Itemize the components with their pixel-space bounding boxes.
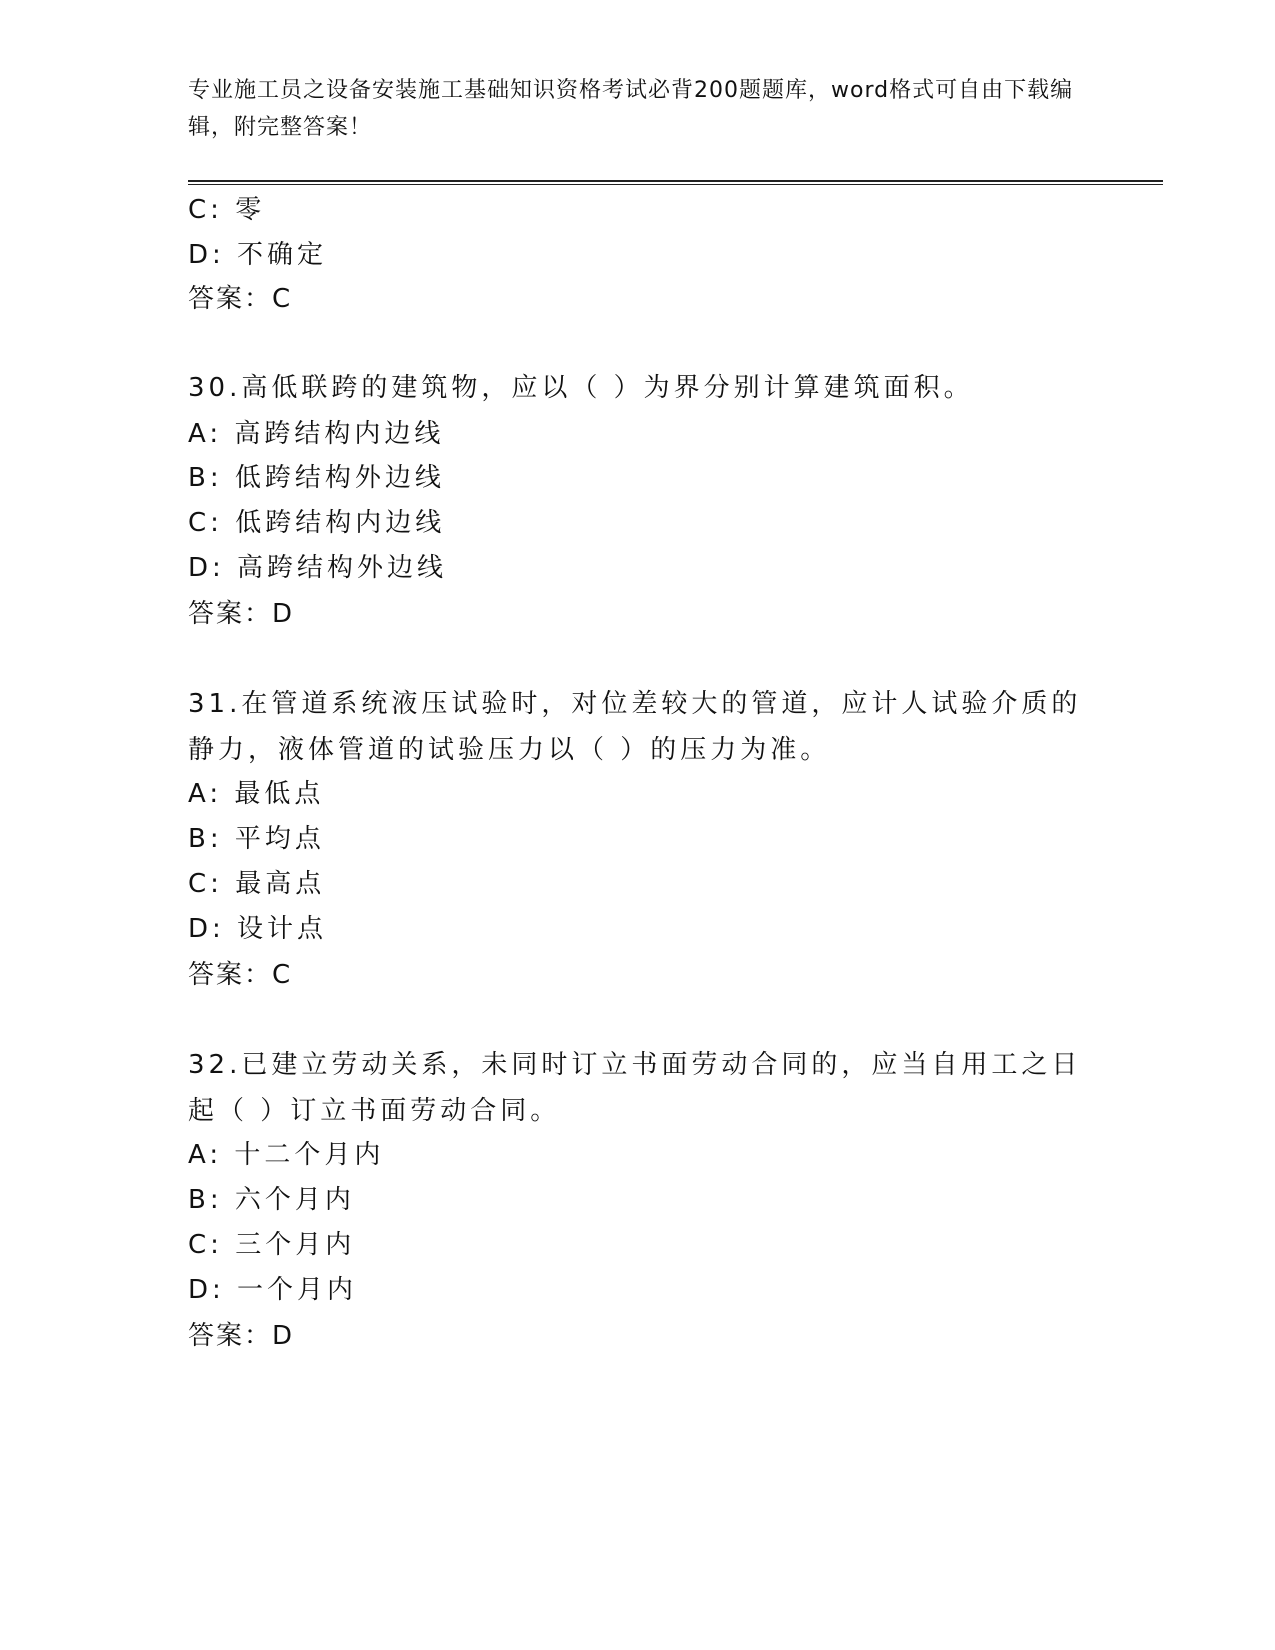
option-key: B: [188,463,223,493]
option-line [188,906,327,952]
header-rule-thin [188,184,1163,185]
option-text: 三个月内 [235,1230,356,1260]
option-text: 低跨结构外边线 [234,463,445,493]
option-line [188,1177,355,1223]
option-text: 不确定 [237,240,328,270]
option-key: A: [188,779,223,809]
option-line [188,545,447,591]
option-key: A: [188,1140,223,1170]
option-line [188,771,324,817]
option-key: C: [188,508,223,538]
option-line [188,455,445,501]
answer-line: 答案：D [188,1321,295,1351]
question-stem: 30.高低联跨的建筑物，应以（ ）为界分别计算建筑面积。 [188,373,974,403]
option-key: D: [188,240,225,270]
option-key: B: [188,824,223,854]
option-text: 设计点 [237,914,328,944]
document-header: 专业施工员之设备安装施工基础知识资格考试必背200题题库，word格式可自由下载编辑，附完整答案！ [188,78,1074,140]
answer-line: 答案：C [188,960,293,990]
option-key: C: [188,1230,223,1260]
option-text: 高跨结构外边线 [237,553,448,583]
option-key: D: [188,553,225,583]
option-line [188,861,325,907]
option-key: A: [188,419,223,449]
option-text: 零 [235,195,266,225]
option-text: 最低点 [234,779,325,809]
option-line [188,1222,355,1268]
answer-line: 答案：C [188,284,293,314]
option-line [188,1267,357,1313]
option-key: C: [188,869,223,899]
option-text: 最高点 [235,869,326,899]
option-text: 十二个月内 [234,1140,385,1170]
option-text: 六个月内 [234,1185,355,1215]
option-key: C: [188,195,223,225]
option-line [188,187,265,233]
option-key: D: [188,1275,225,1305]
option-text: 一个月内 [237,1275,358,1305]
option-text: 平均点 [234,824,325,854]
question-stem: 32.已建立劳动关系，未同时订立书面劳动合同的，应当自用工之日起（ ）订立书面劳动合同。 [188,1050,1082,1126]
header-rule-thick [188,180,1163,182]
option-text: 低跨结构内边线 [235,508,446,538]
option-line [188,500,445,546]
option-line [188,1132,384,1178]
option-key: D: [188,914,225,944]
option-line [188,411,444,457]
option-text: 高跨结构内边线 [234,419,445,449]
option-key: B: [188,1185,223,1215]
option-line [188,232,327,278]
question-stem: 31.在管道系统液压试验时，对位差较大的管道，应计人试验介质的静力，液体管道的试验压力以（ ）的压力为准。 [188,689,1082,765]
option-line [188,816,325,862]
answer-line: 答案：D [188,599,295,629]
